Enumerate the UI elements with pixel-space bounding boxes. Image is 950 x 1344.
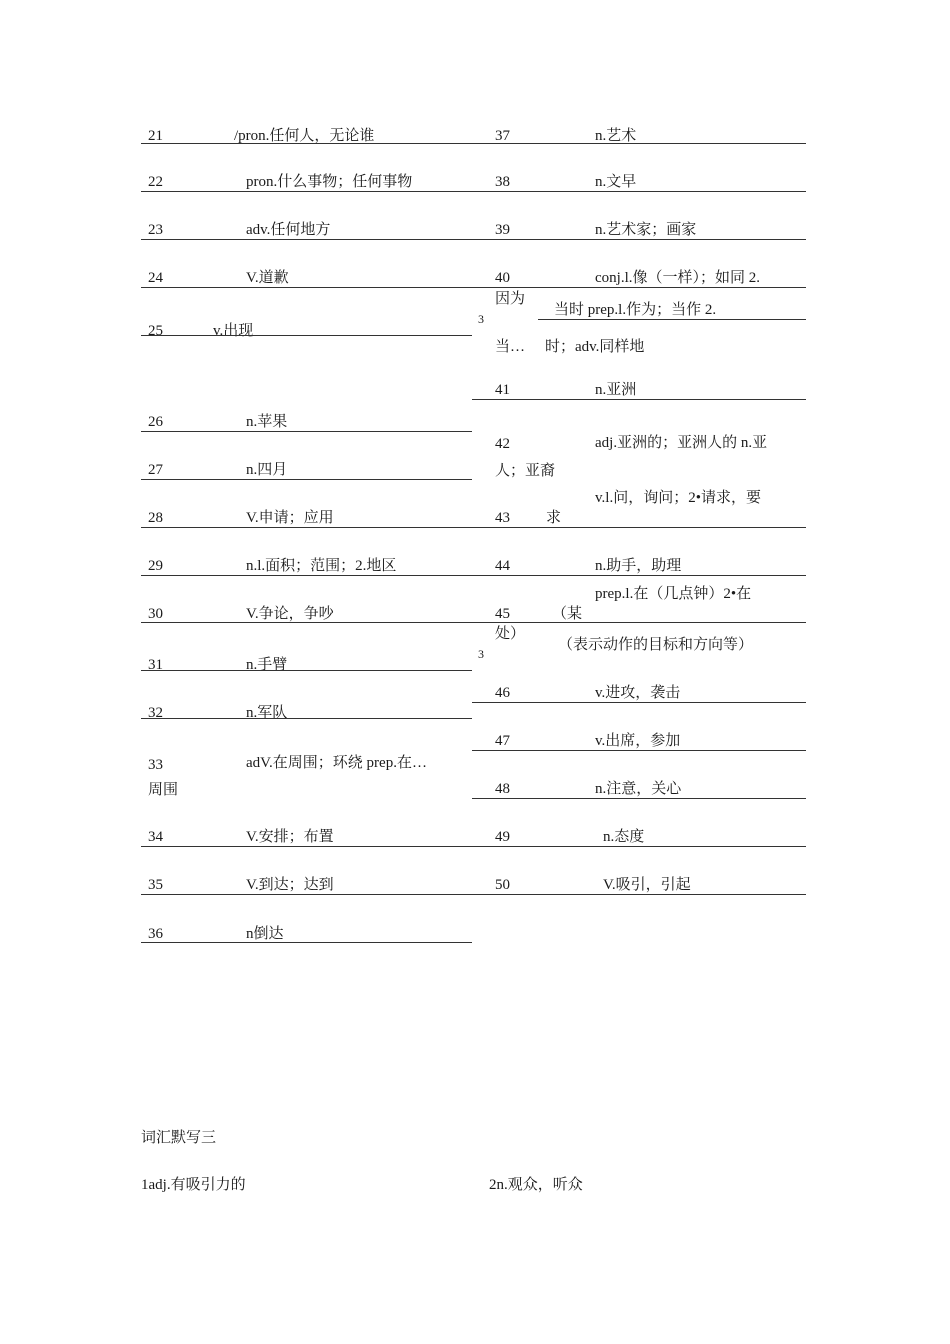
entry-definition: n倒达 [246, 926, 284, 942]
entry-number: 22 [148, 174, 163, 190]
entry-number: 34 [148, 829, 163, 845]
answer-line [472, 798, 806, 799]
entry-number: 29 [148, 558, 163, 574]
entry-definition: adv.任何地方 [246, 222, 331, 238]
entry-definition: V.争论，争吵 [246, 606, 334, 622]
answer-line [141, 718, 472, 719]
answer-line [472, 702, 806, 703]
entry-number: 25 [148, 323, 163, 339]
entry-definition-continued: 当时 prep.l.作为；当作 2. [554, 302, 717, 318]
entry-number: 21 [148, 128, 163, 144]
answer-line [141, 191, 806, 192]
entry-definition: V.申请；应用 [246, 510, 334, 526]
entry-number: 44 [495, 558, 510, 574]
entry-definition: pron.什么事物；任何事物 [246, 174, 413, 190]
entry-definition: v.出席，参加 [595, 733, 681, 749]
vocab-item: 1adj.有吸引力的 [141, 1177, 246, 1193]
answer-line [141, 670, 472, 671]
answer-line [141, 239, 806, 240]
entry-number: 45 [495, 606, 510, 622]
answer-line [141, 894, 806, 895]
entry-definition: n.艺术家；画家 [595, 222, 697, 238]
entry-definition: n.文早 [595, 174, 637, 190]
entry-number: 23 [148, 222, 163, 238]
entry-definition: n.四月 [246, 462, 288, 478]
entry-definition: n.注意，关心 [595, 781, 682, 797]
entry-number: 40 [495, 270, 510, 286]
entry-number: 27 [148, 462, 163, 478]
entry-definition: adV.在周围；环绕 prep.在… [246, 755, 427, 771]
entry-number: 39 [495, 222, 510, 238]
answer-line [141, 527, 806, 528]
section-title: 词汇默写三 [141, 1130, 217, 1146]
entry-definition-continued: 人；亚裔 [495, 463, 556, 479]
answer-line [141, 143, 806, 144]
entry-number: 36 [148, 926, 163, 942]
entry-definition-continued: 时；adv.同样地 [545, 339, 645, 355]
entry-number: 33 [148, 757, 163, 773]
list-marker: 3 [478, 647, 484, 661]
entry-definition: adj.亚洲的；亚洲人的 n.亚 [595, 435, 768, 451]
entry-definition-continued: （某 [552, 606, 583, 622]
entry-number: 49 [495, 829, 510, 845]
entry-definition-continued: 当… [495, 339, 526, 355]
entry-number: 38 [495, 174, 510, 190]
entry-definition-continued: 周围 [148, 782, 179, 798]
entry-number: 47 [495, 733, 510, 749]
entry-definition-continued: 因为 [495, 291, 526, 307]
entry-definition: n.军队 [246, 705, 288, 721]
entry-definition: v.l.问，询问；2•请求，要 [595, 490, 761, 506]
answer-line [141, 575, 806, 576]
answer-line [538, 319, 806, 320]
entry-definition: conj.l.像（一样）；如同 2. [595, 270, 760, 286]
entry-number: 46 [495, 685, 510, 701]
entry-number: 48 [495, 781, 510, 797]
answer-line [141, 622, 806, 623]
entry-definition: n.苹果 [246, 414, 288, 430]
entry-number: 31 [148, 657, 163, 673]
entry-definition: V.安排；布置 [246, 829, 334, 845]
answer-line [141, 846, 806, 847]
entry-number: 42 [495, 436, 510, 452]
vocab-item: 2n.观众，听众 [489, 1177, 583, 1193]
entry-definition: n.手臂 [246, 657, 288, 673]
entry-number: 30 [148, 606, 163, 622]
entry-definition: n.亚洲 [595, 382, 637, 398]
entry-number: 26 [148, 414, 163, 430]
entry-number: 41 [495, 382, 510, 398]
answer-line [141, 431, 472, 432]
entry-definition: V.到达；达到 [246, 877, 334, 893]
entry-number: 50 [495, 877, 510, 893]
entry-definition: n.l.面积；范围；2.地区 [246, 558, 397, 574]
entry-number: 32 [148, 705, 163, 721]
entry-definition-continued: 求 [546, 510, 562, 526]
answer-line [141, 335, 472, 336]
entry-definition: /pron.任何人，无论谁 [234, 128, 375, 144]
entry-definition: v.出现 [213, 323, 254, 339]
answer-line [141, 942, 472, 943]
answer-line [472, 399, 806, 400]
entry-definition: v.进攻，袭击 [595, 685, 681, 701]
list-marker: 3 [478, 312, 484, 326]
entry-definition-continued: （表示动作的目标和方向等） [558, 637, 754, 653]
entry-number: 24 [148, 270, 163, 286]
answer-line [472, 750, 806, 751]
entry-definition: n.艺术 [595, 128, 637, 144]
entry-number: 35 [148, 877, 163, 893]
entry-definition: V.吸引，引起 [603, 877, 691, 893]
answer-line [141, 287, 806, 288]
entry-number: 37 [495, 128, 510, 144]
entry-number: 28 [148, 510, 163, 526]
entry-definition: n.态度 [603, 829, 645, 845]
entry-definition: n.助手，助理 [595, 558, 682, 574]
entry-definition: V.道歉 [246, 270, 289, 286]
entry-definition-continued: 处） [495, 626, 526, 642]
answer-line [141, 479, 472, 480]
entry-number: 43 [495, 510, 510, 526]
entry-definition: prep.l.在（几点钟）2•在 [595, 586, 752, 602]
